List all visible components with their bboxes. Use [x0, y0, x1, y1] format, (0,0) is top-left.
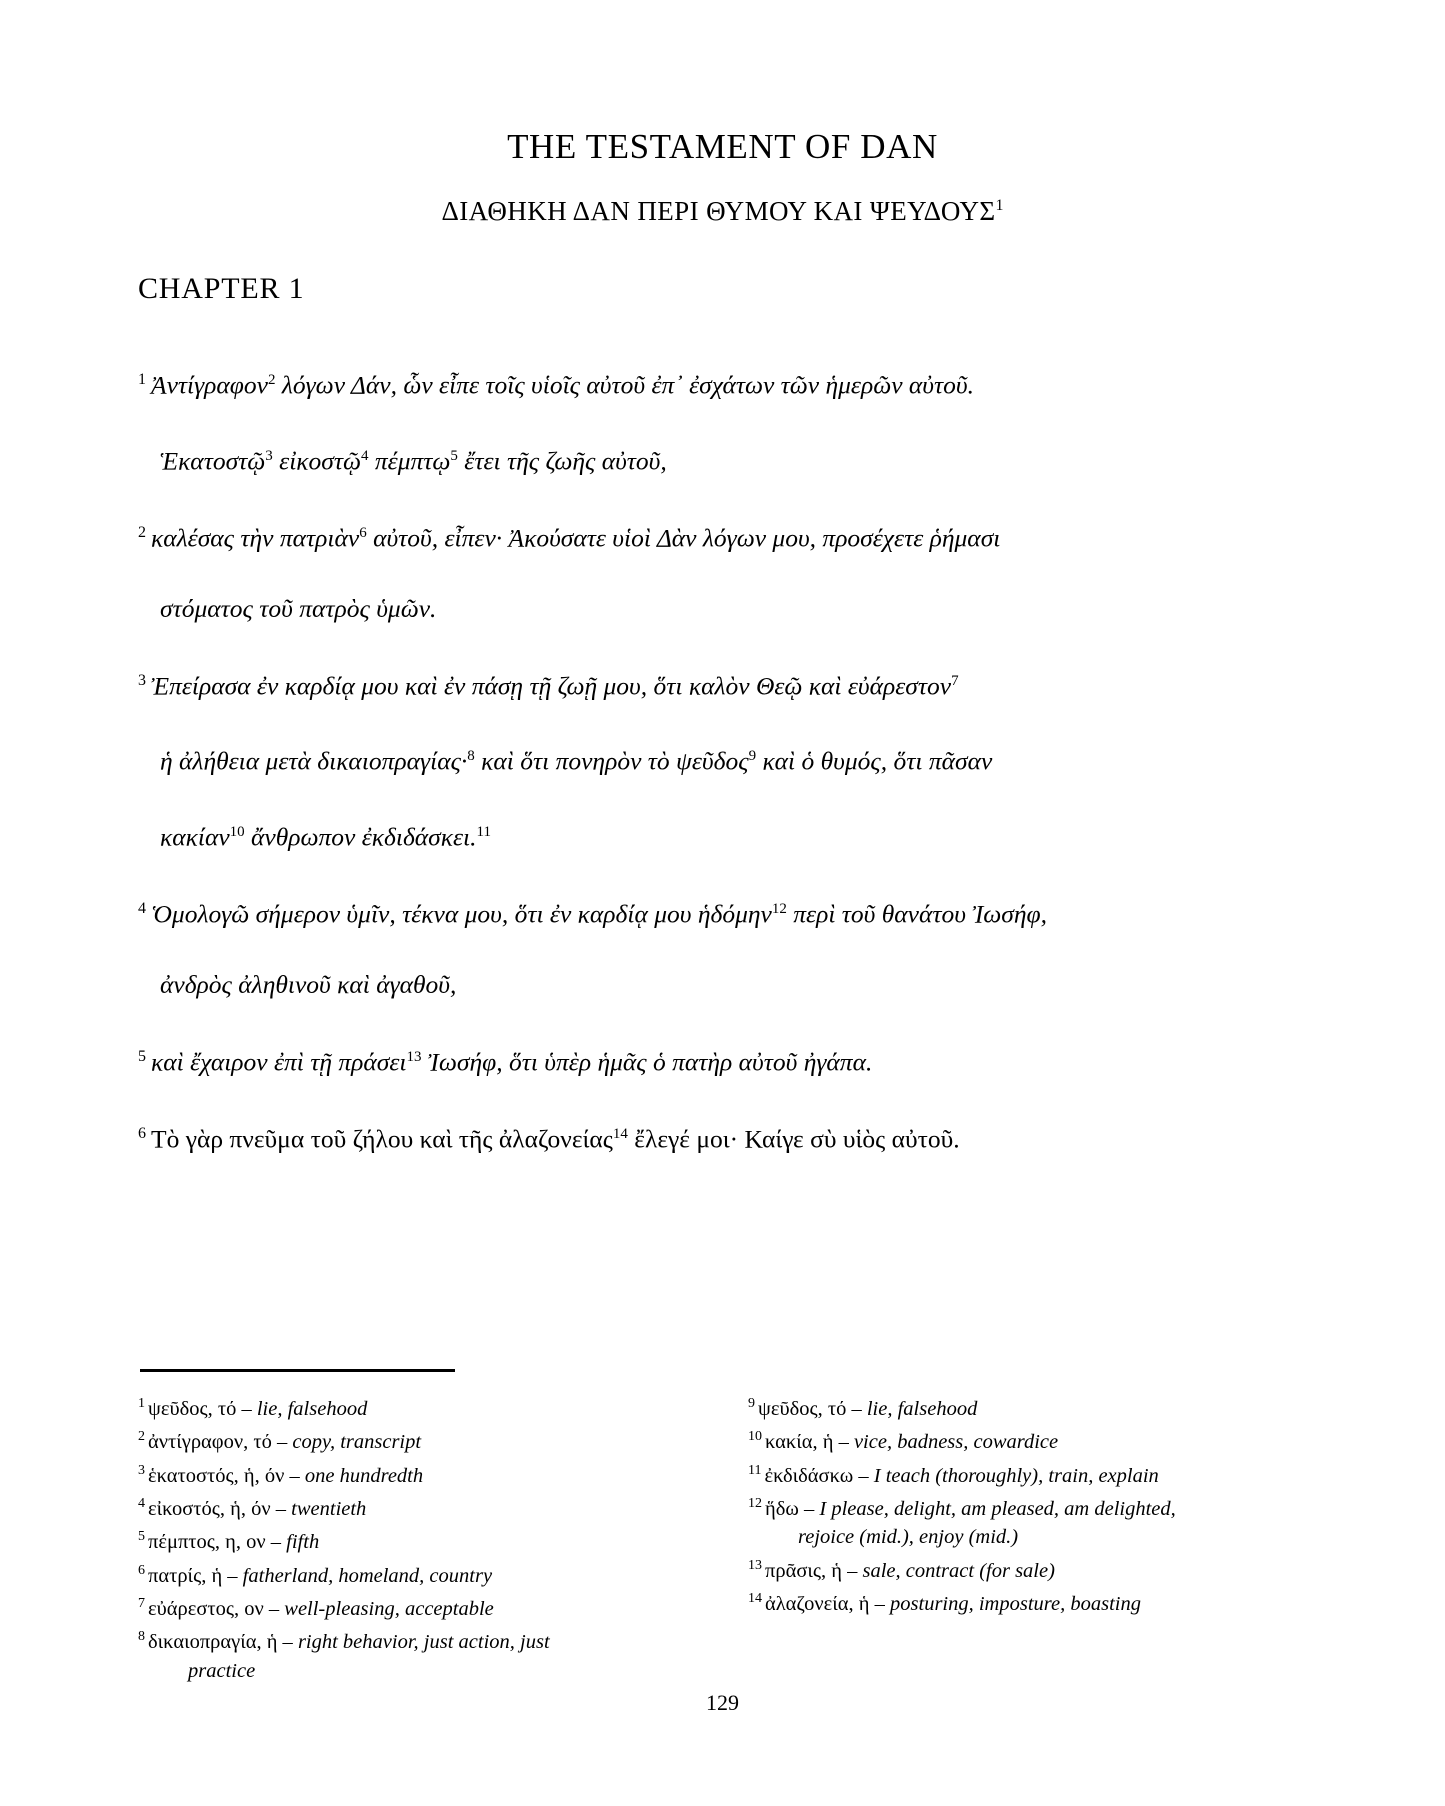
footnote-marker: 1: [138, 1396, 145, 1411]
footnote-lemma: πέμπτος, η, ον –: [148, 1531, 287, 1554]
verse-text: Ὁμολογῶ σήμερον ὑμῖν, τέκνα μου, ὅτι ἐν καρδίᾳ μου ἡδόμην: [151, 899, 772, 929]
verse: [138, 498, 1303, 644]
footnote-gloss: posturing, imposture, boasting: [890, 1592, 1141, 1615]
footnote-separator-rule: [140, 1369, 455, 1372]
verse-text: Ἑκατοστῷ: [160, 446, 266, 475]
footnote-lemma: εὐάρεστος, ον –: [148, 1597, 285, 1620]
subtitle-text: ΔΙΑΘΗΚΗ ΔΑΝ ΠΕΡΙ ΘΥΜΟΥ ΚΑΙ ΨΕΥΔΟΥΣ: [441, 195, 996, 226]
footnote-item: [748, 1390, 1303, 1423]
verse-text: ἄνθρωπον ἐκδιδάσκει.: [244, 822, 477, 851]
verse-text: καὶ ὅτι πονηρὸν τὸ ψεῦδος: [474, 746, 749, 776]
footnote-gloss: fifth: [286, 1531, 320, 1554]
footnote-column-right: [748, 1390, 1303, 1685]
footnote-gloss: I teach (thoroughly), train, explain: [873, 1464, 1159, 1487]
footnote-marker: 3: [265, 447, 273, 464]
footnote-marker: 12: [748, 1495, 762, 1511]
verse-text: καὶ ὁ θυμός, ὅτι πᾶσαν: [756, 746, 993, 776]
footnote-marker: 12: [771, 901, 787, 917]
footnote-lemma: πατρίς, ἡ –: [148, 1564, 243, 1587]
footnote-marker: 2: [267, 372, 276, 388]
verse: [138, 345, 1303, 496]
verse: [138, 1099, 1303, 1175]
verse-text: καὶ ἔχαιρον ἐπὶ τῇ πράσει: [151, 1047, 407, 1076]
verse-text: ἀνδρὸς ἀληθινοῦ καὶ ἀγαθοῦ,: [160, 969, 457, 999]
footnote-gloss: I please, delight, am pleased, am delighted,: [819, 1497, 1176, 1520]
verse: [138, 646, 1303, 873]
verse-line: [138, 797, 1303, 873]
verse-text: ἔλεγέ μοι· Καίγε σὺ υἱὸς αὐτοῦ.: [627, 1124, 960, 1154]
footnote-marker: 6: [359, 525, 367, 541]
footnote-lemma: ψεῦδος, τό –: [148, 1397, 257, 1420]
verse-line: [138, 721, 1303, 797]
footnote-lemma: ἥδω –: [765, 1497, 820, 1520]
footnote-marker: 5: [138, 1529, 145, 1545]
footnote-marker: 11: [748, 1462, 762, 1478]
footnotes-section: [138, 1390, 1308, 1685]
footnote-gloss-continuation: rejoice (mid.), enjoy (mid.): [798, 1526, 1019, 1549]
footnote-item: [748, 1423, 1303, 1456]
verse-body: [138, 345, 1303, 1177]
footnote-item: [748, 1490, 1303, 1552]
footnote-marker: 4: [361, 447, 369, 464]
footnote-gloss: one hundredth: [304, 1464, 424, 1487]
footnote-marker: 7: [951, 672, 959, 689]
verse-line: [138, 574, 1303, 644]
footnote-marker: 8: [467, 748, 475, 764]
verse-number: 4: [138, 900, 146, 917]
footnote-lemma: εἰκοστός, ἡ, όν –: [148, 1497, 292, 1520]
footnote-gloss: well-pleasing, acceptable: [284, 1597, 494, 1620]
verse-text: ἔτει τῆς ζωῆς αὐτοῦ,: [457, 446, 667, 475]
footnote-item: [748, 1585, 1303, 1618]
footnote-gloss: sale, contract (for sale): [862, 1559, 1055, 1582]
footnote-lemma: ἀλαζονεία, ἡ –: [765, 1592, 891, 1615]
verse-text: Ἐπείρασα ἐν καρδίᾳ μου καὶ ἐν πάσῃ τῇ ζωῇ μου, ὅτι καλὸν Θεῷ καὶ εὐάρεστον: [151, 671, 952, 700]
footnote-gloss: copy, transcript: [292, 1431, 422, 1454]
subtitle-footnote-marker: 1: [995, 196, 1004, 214]
footnote-lemma: δικαιοπραγία, ἡ –: [148, 1631, 298, 1654]
footnote-marker: 4: [138, 1495, 145, 1511]
verse-text: καλέσας τὴν πατριὰν: [151, 523, 360, 553]
verse: [138, 874, 1303, 1020]
footnote-marker: 8: [138, 1629, 145, 1645]
footnote-marker: 13: [406, 1048, 422, 1065]
footnote-item: [138, 1523, 693, 1556]
footnote-item: [138, 1590, 693, 1623]
verse-number: 2: [138, 524, 146, 541]
verse-text: ἡ ἀλήθεια μετὰ δικαιοπραγίας·: [160, 746, 468, 776]
footnote-lemma: πρᾶσις, ἡ –: [765, 1559, 863, 1582]
verse-number: 6: [138, 1125, 146, 1142]
footnote-item: [748, 1552, 1303, 1585]
verse-text: λόγων Δάν, ὧν εἶπε τοῖς υἱοῖς αὐτοῦ ἐπ᾽ ἐσχάτων τῶν ἡμερῶν αὐτοῦ.: [275, 370, 974, 400]
footnote-lemma: ἀντίγραφον, τό –: [148, 1431, 293, 1454]
verse-line: [138, 1022, 1303, 1098]
footnote-gloss-continuation: practice: [188, 1659, 256, 1682]
verse-text: Ἀντίγραφον: [151, 370, 268, 400]
footnote-column-left: [138, 1390, 693, 1685]
footnote-lemma: ἑκατοστός, ἡ, όν –: [148, 1464, 305, 1487]
verse-number: 1: [138, 371, 146, 388]
footnote-marker: 10: [229, 823, 245, 840]
verse-text: στόματος τοῦ πατρὸς ὑμῶν.: [160, 593, 437, 623]
verse-line: [138, 345, 1303, 421]
footnote-marker: 3: [138, 1462, 145, 1478]
verse-line: [138, 498, 1303, 574]
footnote-lemma: ἐκδιδάσκω –: [764, 1464, 874, 1487]
footnote-marker: 9: [748, 1396, 755, 1411]
footnote-marker: 13: [748, 1557, 762, 1573]
verse-text: Ἰωσήφ, ὅτι ὑπὲρ ἡμᾶς ὁ πατὴρ αὐτοῦ ἠγάπα.: [421, 1047, 873, 1076]
footnote-gloss: right behavior, just action, just: [297, 1631, 550, 1654]
footnote-gloss: fatherland, homeland, country: [242, 1564, 493, 1587]
verse-text: εἰκοστῷ: [272, 446, 361, 475]
footnote-marker: 14: [748, 1591, 762, 1607]
page-subtitle: [0, 197, 1445, 227]
footnote-item: [138, 1423, 693, 1456]
footnote-gloss: lie, falsehood: [866, 1397, 978, 1420]
page-title: THE TESTAMENT OF DAN: [507, 127, 938, 166]
footnote-item: [748, 1457, 1303, 1490]
verse-line: [138, 1099, 1303, 1175]
footnote-marker: 11: [476, 823, 491, 840]
verse-text: Τὸ γὰρ πνεῦμα τοῦ ζήλου καὶ τῆς ἀλαζονείας: [151, 1124, 613, 1154]
footnote-lemma: ψεῦδος, τό –: [758, 1397, 867, 1420]
footnote-gloss: twentieth: [291, 1497, 367, 1520]
verse-number: 3: [138, 671, 146, 689]
page-number: 129: [706, 1690, 739, 1715]
verse-line: [138, 421, 1303, 497]
verse-text: κακίαν: [160, 822, 230, 851]
chapter-heading: CHAPTER 1: [138, 272, 305, 305]
verse-text: πέμπτῳ: [368, 446, 451, 475]
footnote-marker: 9: [748, 748, 757, 764]
verse-text: αὐτοῦ, εἶπεν· Ἀκούσατε υἱοὶ Δὰν λόγων μου, προσέχετε ῥήμασι: [366, 523, 1001, 553]
verse-number: 5: [138, 1047, 146, 1065]
footnote-item: [138, 1557, 693, 1590]
footnote-marker: 10: [748, 1429, 762, 1445]
verse-line: [138, 646, 1303, 722]
footnote-marker: 7: [138, 1595, 145, 1611]
verse: [138, 1022, 1303, 1098]
footnote-marker: 14: [612, 1126, 628, 1142]
footnote-item: [138, 1457, 693, 1490]
footnote-marker: 5: [450, 447, 458, 464]
footnote-marker: 6: [138, 1562, 145, 1578]
footnote-gloss: lie, falsehood: [256, 1397, 368, 1420]
footnote-lemma: κακία, ἡ –: [765, 1431, 854, 1454]
footnote-item: [138, 1490, 693, 1523]
footnote-gloss: vice, badness, cowardice: [853, 1431, 1059, 1454]
verse-line: [138, 874, 1303, 950]
verse-line: [138, 950, 1303, 1020]
title-block: [0, 128, 1445, 226]
verse-text: περὶ τοῦ θανάτου Ἰωσήφ,: [786, 899, 1048, 929]
footnote-marker: 2: [138, 1429, 145, 1445]
footnote-item: [138, 1623, 693, 1685]
footnote-item: [138, 1390, 693, 1423]
